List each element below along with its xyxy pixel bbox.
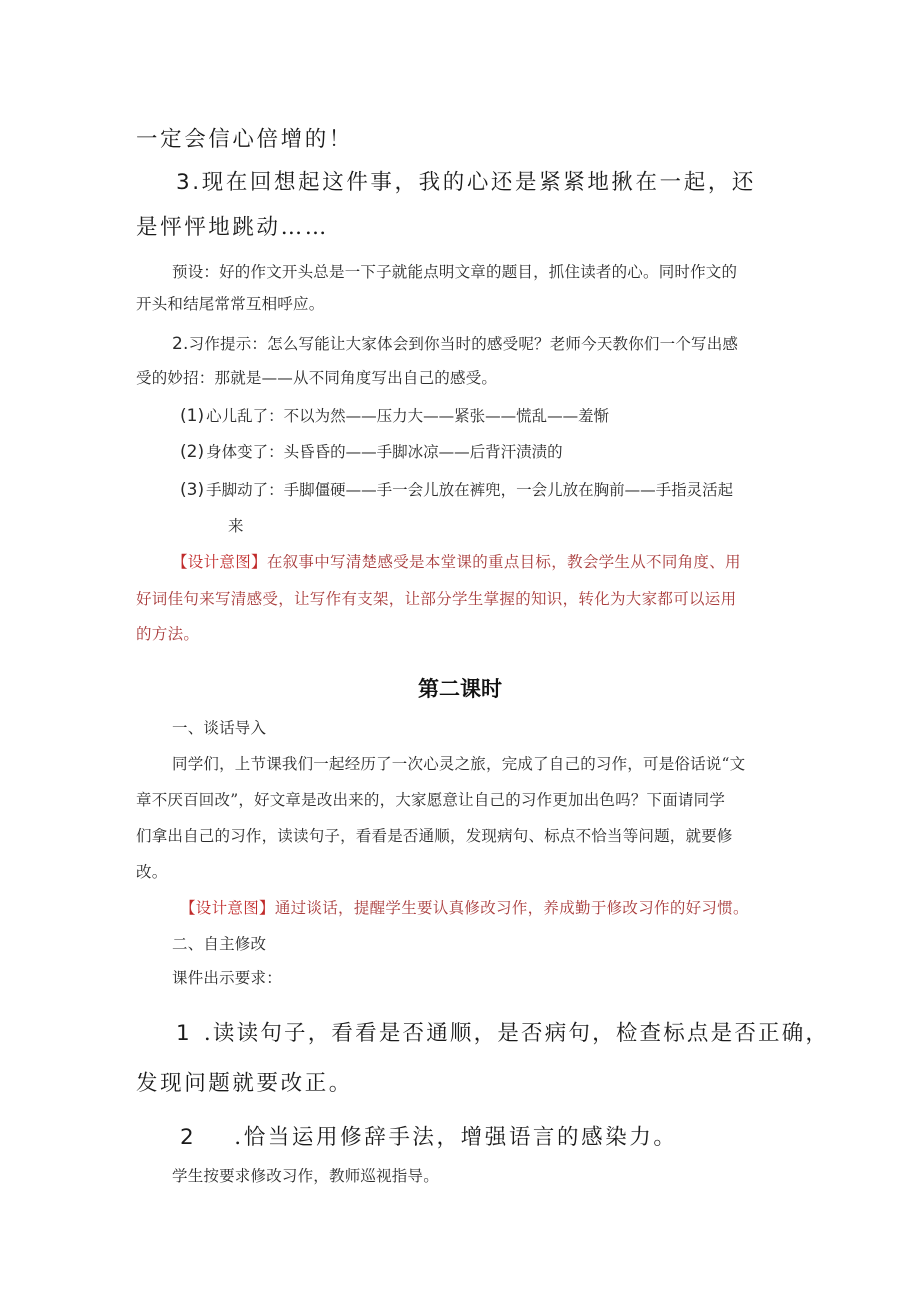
closing-line: 学生按要求修改习作，教师巡视指导。	[172, 1167, 439, 1185]
requirement-1-text: .读读句子，看看是否通顺，是否病句，检查标点是否正确，	[203, 1021, 830, 1046]
list-item	[180, 478, 733, 500]
hint-line-1	[172, 332, 738, 354]
list-item-text: 身体变了：头昏昏的——手脚冰凉——后背汗渍渍的	[206, 443, 563, 461]
requirement-2-number: 2	[180, 1125, 197, 1150]
list-item-text: 手脚动了：手脚僵硬——手一会儿放在裤兜，一会儿放在胸前——手指灵活起	[206, 481, 734, 499]
section-2-heading: 二、自主修改	[172, 935, 267, 953]
section-1-heading: 一、谈话导入	[172, 719, 267, 737]
intro-para-line-3: 们拿出自己的习作，读读句子，看看是否通顺，发现病句、标点不恰当等问题，就要修	[136, 827, 733, 845]
hint-number: 2.	[172, 334, 189, 354]
list-item-continuation: 来	[228, 517, 244, 535]
requirement-1-continuation: 发现问题就要改正。	[136, 1071, 353, 1096]
lesson-2-title: 第二课时	[418, 677, 502, 701]
list-item-text: 心儿乱了：不以为然——压力大——紧张——慌乱——羞惭	[206, 407, 610, 425]
preset-line-2: 开头和结尾常常互相呼应。	[136, 295, 325, 313]
intro-para-line-4: 改。	[136, 863, 168, 881]
design-intent-2	[180, 896, 749, 918]
list-item-number: (1)	[180, 406, 205, 426]
design-intent-text: 在叙事中写清楚感受是本堂课的重点目标，教会学生从不同角度、用	[266, 553, 741, 571]
list-item-number: (3)	[180, 480, 205, 500]
list-item-number: (2)	[180, 442, 205, 462]
design-intent-text: 通过谈话，提醒学生要认真修改习作，养成勤于修改习作的好习惯。	[274, 899, 749, 917]
courseware-label: 课件出示要求：	[172, 969, 282, 987]
hint-text: 习作提示：怎么写能让大家体会到你当时的感受呢？老师今天教你们一个写出感	[188, 335, 739, 353]
example-3-continuation: 是怦怦地跳动……	[136, 215, 329, 240]
example-3-text: 现在回想起这件事，我的心还是紧紧地揪在一起，还	[201, 170, 757, 195]
example-3-number: 3.	[176, 170, 202, 195]
continuation-line: 一定会信心倍增的！	[136, 127, 353, 152]
design-intent-line-3: 的方法。	[136, 625, 200, 643]
intro-para-line-2: 章不厌百回改”，好文章是改出来的，大家愿意让自己的习作更加出色吗？下面请同学	[136, 791, 726, 809]
design-intent-line-1	[172, 550, 741, 572]
design-intent-tag: 【设计意图】	[180, 899, 275, 917]
list-item	[180, 440, 563, 462]
example-3-line	[176, 165, 756, 196]
preset-line-1: 预设：好的作文开头总是一下子就能点明文章的题目，抓住读者的心。同时作文的	[172, 263, 738, 281]
requirement-1	[176, 1016, 829, 1047]
hint-line-2: 受的妙招：那就是——从不同角度写出自己的感受。	[136, 369, 498, 387]
requirement-2-text: .恰当运用修辞手法，增强语言的感染力。	[234, 1125, 678, 1150]
list-item	[180, 404, 609, 426]
requirement-1-number: 1	[176, 1021, 192, 1046]
intro-para-line-1: 同学们，上节课我们一起经历了一次心灵之旅，完成了自己的习作，可是俗话说“文	[172, 755, 746, 773]
design-intent-tag: 【设计意图】	[172, 553, 267, 571]
requirement-2	[180, 1120, 678, 1151]
design-intent-line-2: 好词佳句来写清感受，让写作有支架，让部分学生掌握的知识，转化为大家都可以运用	[136, 590, 737, 608]
